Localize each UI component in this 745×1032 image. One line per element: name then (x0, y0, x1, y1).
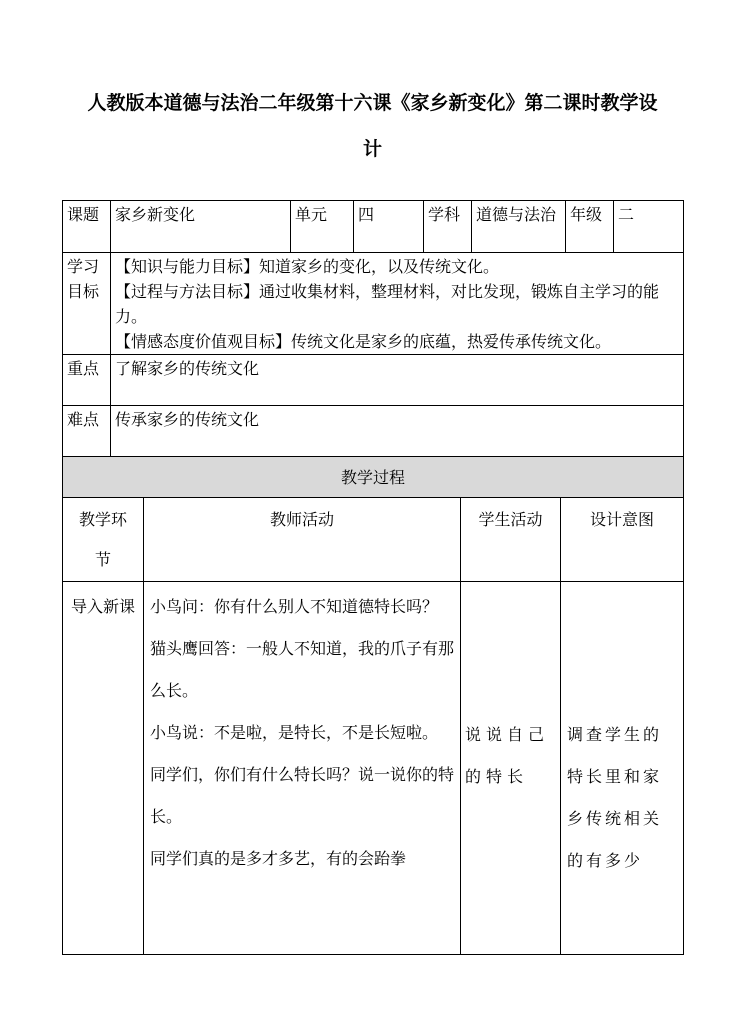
process-table (62, 456, 684, 955)
grade-label: 年级 (566, 201, 614, 253)
column-teacher: 教师活动 (144, 498, 461, 582)
info-table (62, 200, 684, 457)
process-heading: 教学过程 (63, 457, 684, 498)
goal-knowledge: 【知识与能力目标】知道家乡的变化，以及传统文化。 (115, 257, 500, 276)
teacher-line-2: 猫头鹰回答：一般人不知道，我的爪子有那么长。 (150, 639, 455, 700)
teacher-line-3: 小鸟说：不是啦，是特长，不是长短啦。 (150, 723, 439, 742)
goal-process: 【过程与方法目标】通过收集材料，整理材料，对比发现，锻炼自主学习的能力。 (115, 282, 660, 326)
teacher-line-1: 小鸟问：你有什么别人不知道德特长吗？ (150, 597, 439, 616)
subject-value: 道德与法治 (472, 201, 566, 253)
goals-label: 学习目标 (63, 253, 111, 355)
title-line-2: 计 (362, 138, 382, 160)
grade-value: 二 (614, 201, 684, 253)
page-title (62, 80, 683, 172)
teacher-line-4: 同学们，你们有什么特长吗？说一说你的特长。 (150, 765, 455, 826)
lesson-plan-table (62, 200, 683, 955)
stage-text: 导入新课 (71, 597, 136, 616)
key-point-value: 了解家乡的传统文化 (111, 355, 684, 406)
column-student: 学生活动 (461, 498, 561, 582)
design-intent: 调查学生的特长里和家乡传统相关的有多少 (561, 582, 684, 955)
teacher-line-5: 同学们真的是多才多艺，有的会跆拳 (150, 849, 407, 868)
title-line-1: 人教版本道德与法治二年级第十六课《家乡新变化》第二课时教学设 (87, 92, 658, 114)
subject-label: 学科 (424, 201, 472, 253)
teacher-activity (144, 582, 461, 955)
key-point-label: 重点 (63, 355, 111, 406)
unit-value: 四 (354, 201, 424, 253)
difficult-point-value: 传承家乡的传统文化 (111, 406, 684, 457)
column-stage: 教学环节 (63, 498, 144, 582)
student-activity: 说说自己的特长 (461, 582, 561, 955)
column-intent: 设计意图 (561, 498, 684, 582)
stage-cell (63, 582, 144, 955)
difficult-point-label: 难点 (63, 406, 111, 457)
goal-attitude: 【情感态度价值观目标】传统文化是家乡的底蕴，热爱传承传统文化。 (115, 332, 612, 351)
unit-label: 单元 (291, 201, 354, 253)
goals-list (111, 253, 684, 355)
course-value: 家乡新变化 (111, 201, 291, 253)
course-label: 课题 (63, 201, 111, 253)
